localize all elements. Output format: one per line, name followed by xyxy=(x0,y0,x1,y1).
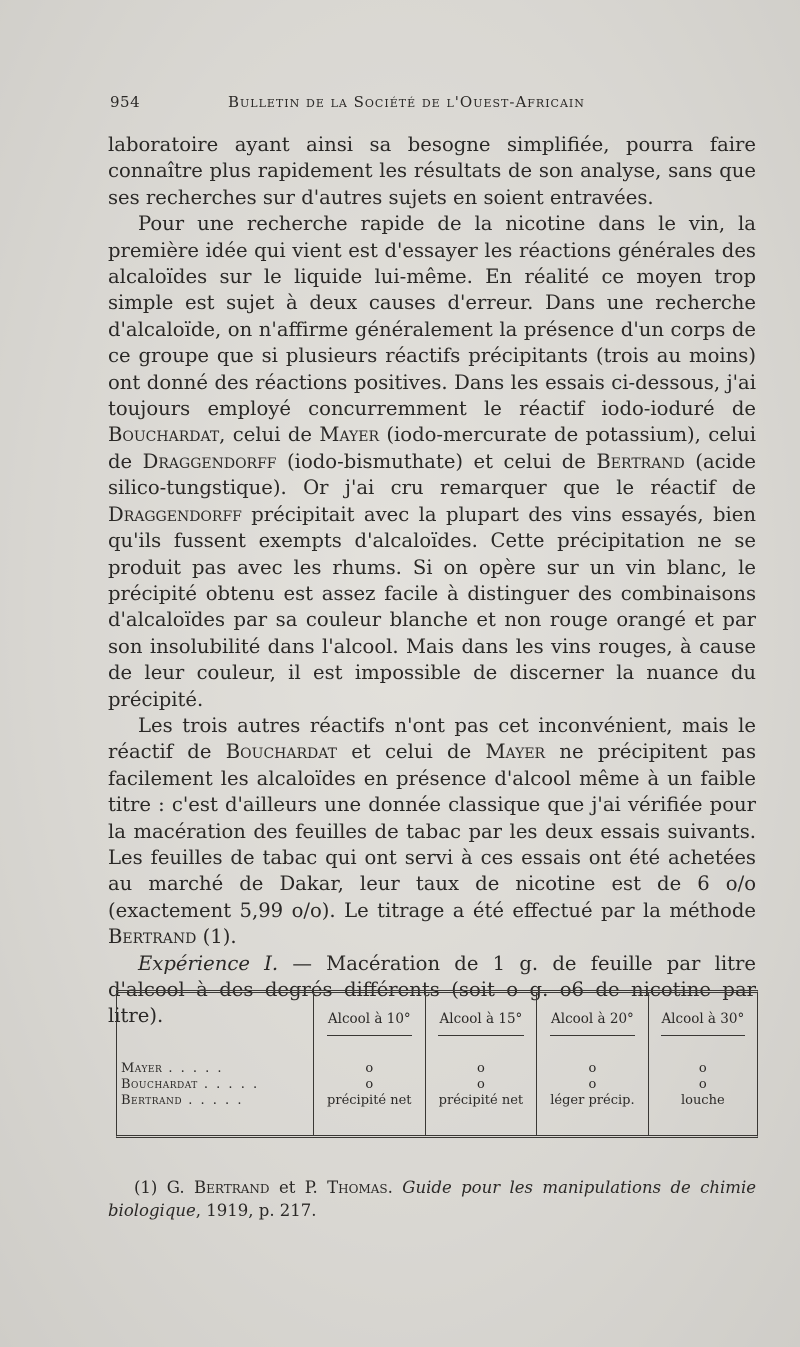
column-alcool-20 xyxy=(537,1053,648,1135)
paragraph-1-text: laboratoire ayant ainsi sa besogne simplifiée, pourra faire connaître plus rapidement les résultats de son analyse, sans que ses recherches sur d'autres sujets en soient entravées. xyxy=(108,133,756,209)
footnote-mid: et P. xyxy=(269,1178,328,1197)
p3-text-d: (1). xyxy=(196,925,237,949)
footnote xyxy=(108,1176,756,1222)
reagent-bertrand: Bertrand . . . xyxy=(121,1093,311,1109)
paragraph-2 xyxy=(108,211,756,713)
table-row xyxy=(117,1053,757,1135)
cell-value: o xyxy=(477,1077,485,1092)
p3-text-c: ne précipitent pas facilement les alcaloïdes en présence d'alcool même à un faible titre : c'est d'ailleurs une donnée classique que j'ai vérifiée pour la macération des feuilles de tabac par les deux essais suivants. Les feuilles de tabac qui ont servi à ces essais ont été achetées au marché de Dakar, leur taux de nicotine est de 6 o/o (exactement 5,99 o/o). Le titrage a été effectué par la méthode xyxy=(108,740,756,922)
p2-text-d: (iodo-bismuthate) et celui de xyxy=(276,449,597,473)
p2-text-f: précipitait avec la plupart des vins essayés, bien qu'ils fussent exempts d'alcaloïdes. Cette précipitation ne se produit pas avec les rhums. Si on opère sur un vin blanc, le précipité obtenu est assez facile à distinguer des combinaisons d'alcaloïdes par sa couleur blanche et non rouge orangé et par son insolubilité dans l'alcool. Mais dans les vins rouges, à cause de leur couleur, il est impossible de discerner la nuance du précipité. xyxy=(108,502,756,711)
cell-value: o xyxy=(698,1077,707,1092)
name-bertrand-2: Bertrand xyxy=(108,925,197,949)
footnote-suffix: , 1919, p. 217. xyxy=(195,1201,317,1220)
cell-value: o xyxy=(365,1061,374,1076)
name-bertrand: Bertrand xyxy=(596,449,685,473)
column-alcool-10 xyxy=(314,1053,426,1135)
footnote-title: Guide pour les manipulations de chimie biologique xyxy=(108,1178,756,1220)
header-alcool-15: Alcool à 15° xyxy=(439,1010,523,1027)
cell-value: o xyxy=(698,1061,707,1076)
p2-text-e: (acide silico-tungstique). Or j'ai cru remarquer que le réactif de xyxy=(108,449,757,500)
name-bouchardat: Bouchardat xyxy=(108,423,220,447)
p4-text: — Macération de 1 g. de feuille par litre d'alcool à des degrés différents (soit o g. o6 de nicotine par litre). xyxy=(108,951,756,1028)
table-header-cell xyxy=(425,993,537,1053)
body-text xyxy=(108,132,756,1030)
name-draggendorff-2: Draggendorff xyxy=(108,502,242,526)
paragraph-3 xyxy=(108,713,756,951)
table-header-blank xyxy=(117,993,314,1053)
reagent-list xyxy=(117,1053,314,1135)
header-alcool-20: Alcool à 20° xyxy=(551,1010,634,1027)
header-alcool-10: Alcool à 10° xyxy=(327,1010,411,1027)
name-draggendorff: Draggendorff xyxy=(142,449,277,473)
column-alcool-15 xyxy=(425,1053,537,1135)
page-number: 954 xyxy=(110,93,141,111)
cell-value: o xyxy=(477,1061,485,1076)
header-alcool-30: Alcool à 30° xyxy=(661,1010,745,1027)
cell-value: léger précip. xyxy=(550,1093,635,1108)
cell-value: o xyxy=(365,1077,374,1092)
experiment-label: Expérience I. xyxy=(138,951,279,975)
column-alcool-30 xyxy=(648,1053,757,1135)
p2-text-c: (iodo-mercurate de potassium), celui de xyxy=(108,423,756,473)
cell-value: o xyxy=(588,1061,597,1076)
table-header-row xyxy=(117,993,757,1053)
cell-value: précipité net xyxy=(327,1093,412,1108)
p3-text-a: Les trois autres réactifs n'ont pas cet inconvénient, mais le réactif de xyxy=(108,713,756,764)
table-header-cell xyxy=(537,993,648,1053)
name-mayer-2: Mayer xyxy=(485,740,546,764)
name-bouchardat-2: Bouchardat xyxy=(225,740,337,764)
p3-text-b: et celui de xyxy=(336,740,486,764)
footnote-prefix: (1) G. xyxy=(134,1178,195,1197)
table-header-cell xyxy=(648,993,757,1053)
footnote-author-1: Bertrand xyxy=(194,1178,270,1197)
cell-value: o xyxy=(588,1077,597,1092)
footnote-author-2: Thomas xyxy=(327,1178,388,1197)
reagent-mayer: Mayer . . . xyxy=(121,1061,311,1077)
name-mayer: Mayer xyxy=(319,423,379,447)
p2-text-b: , celui de xyxy=(219,423,320,447)
cell-value: louche xyxy=(680,1093,725,1108)
footnote-sep: . xyxy=(387,1178,403,1197)
p2-text-a: Pour une recherche rapide de la nicotine dans le vin, la première idée qui vient est d'essayer les réactions générales des alcaloïdes sur le liquide lui-même. En réalité ce moyen trop simple est sujet à deux causes d'erreur. Dans une recherche d'alcaloïde, on n'affirme généralement la présence d'un corps de ce groupe que si plusieurs réactifs précipitants (trois au moins) ont donné des réactions positives. Dans les essais ci-dessous, j'ai toujours employé concurremment le réactif iodo-ioduré de xyxy=(108,212,756,421)
paragraph-1 xyxy=(108,132,756,211)
reagent-bouchardat: Bouchardat . . . xyxy=(121,1077,311,1093)
page-header xyxy=(110,93,755,119)
cell-value: précipité net xyxy=(438,1093,524,1108)
table-header-cell xyxy=(314,993,426,1053)
results-table xyxy=(116,990,758,1138)
running-title: Bulletin de la Société de l'Ouest-Africain xyxy=(228,93,585,111)
footnote-1 xyxy=(108,1176,756,1222)
